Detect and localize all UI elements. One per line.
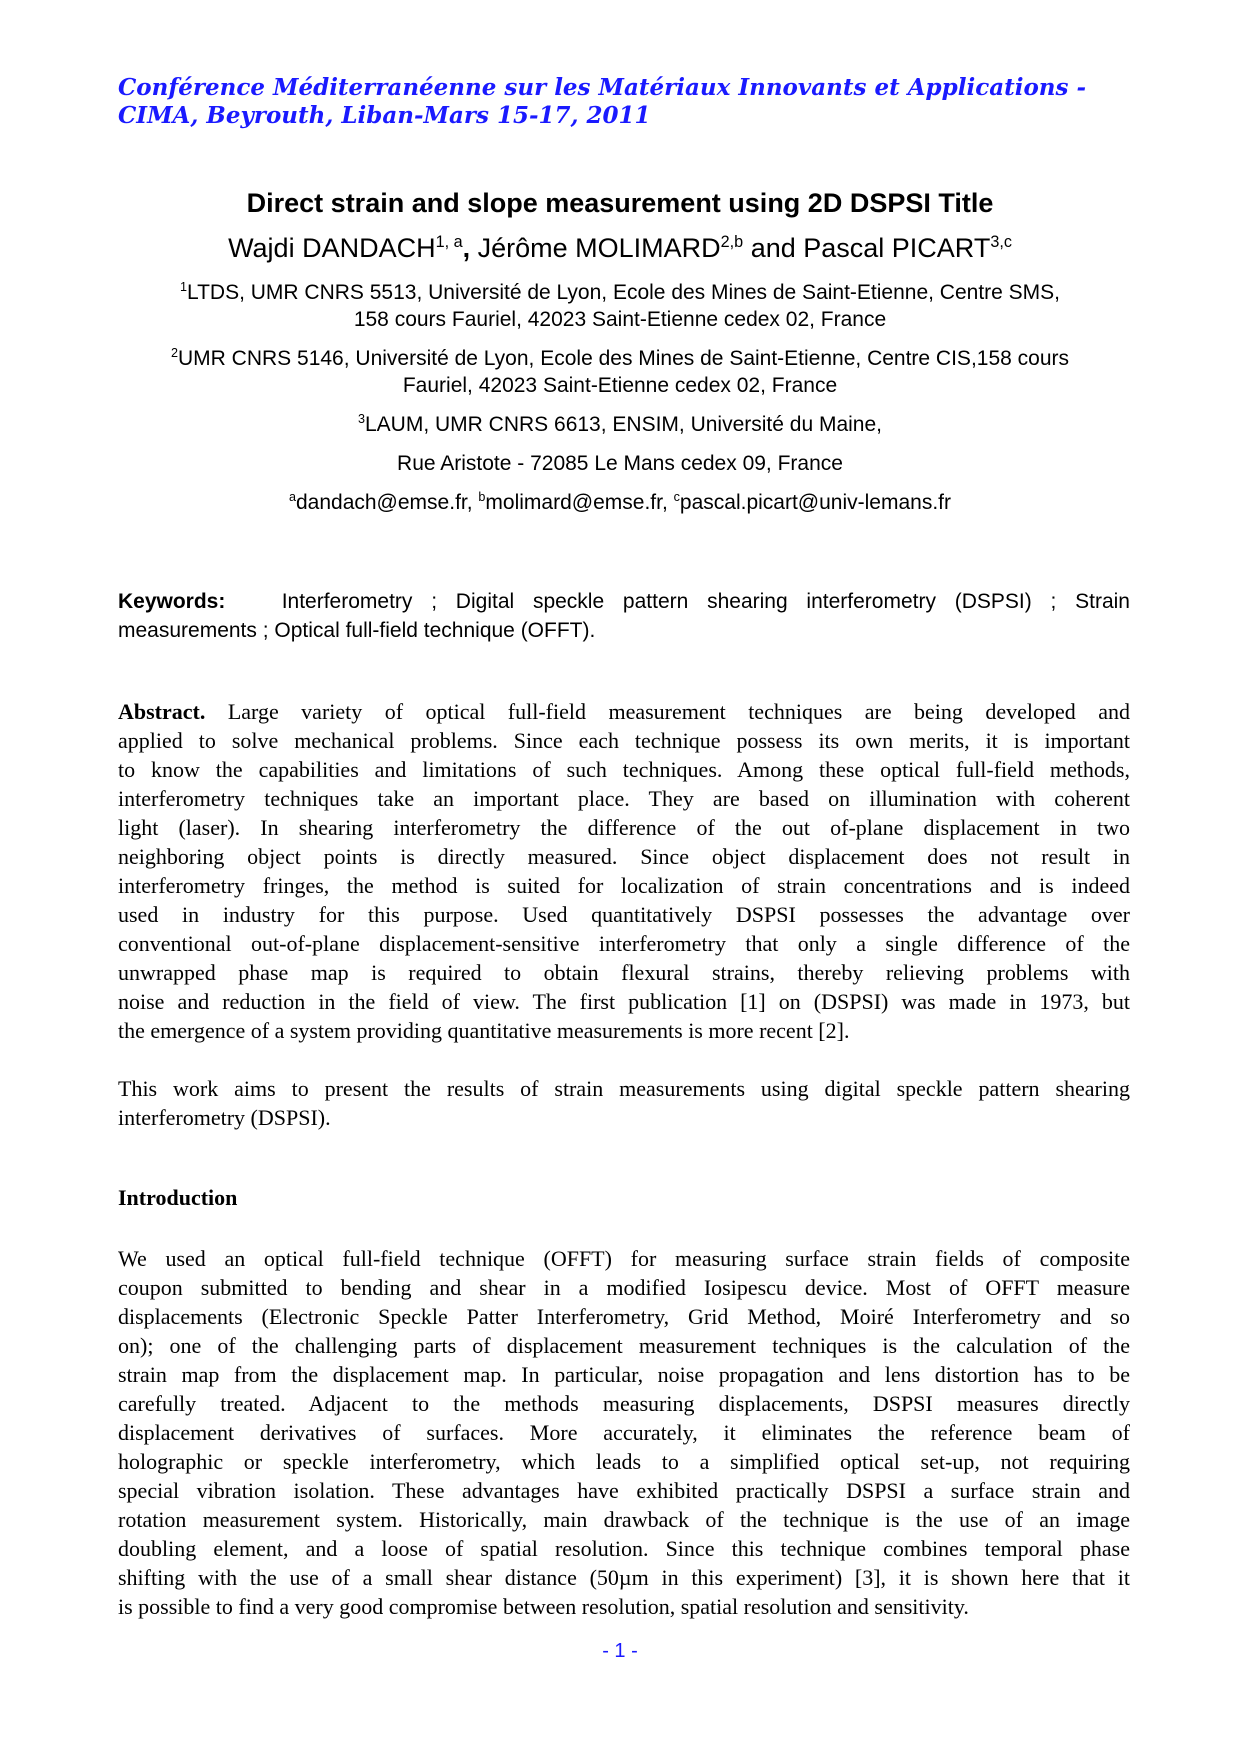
emails <box>0 491 1240 515</box>
author-sup: 3,c <box>990 233 1012 251</box>
author-name: Jérôme MOLIMARD <box>477 233 721 263</box>
text-line: to know the capabilities and limitations of such techniques. Among these optical full-field methods, <box>118 757 1130 782</box>
aff-text: LAUM, UMR CNRS 6613, ENSIM, Université du Maine, <box>365 413 882 436</box>
aff-sup: 3 <box>357 412 365 426</box>
introduction-heading: Introduction <box>118 1185 238 1210</box>
affiliation-2-line2: Fauriel, 42023 Saint-Etienne cedex 02, France <box>402 374 838 397</box>
text-line: displacement derivatives of surfaces. More accurately, it eliminates the reference beam of <box>118 1420 1130 1445</box>
keywords-line: Interferometry ; Digital speckle pattern shearing interferometry (DSPSI) ; Strain <box>281 590 1130 613</box>
conference-header-line2: CIMA, Beyrouth, Liban-Mars 15-17, 2011 <box>118 102 651 129</box>
keywords-line: measurements ; Optical full-field technique (OFFT). <box>118 619 596 642</box>
paper-title: Direct strain and slope measurement using 2D DSPSI Title <box>246 188 994 218</box>
author-name: Pascal PICART <box>803 233 991 263</box>
text-line: We used an optical full-field technique (OFFT) for measuring surface strain fields of composite <box>118 1246 1130 1271</box>
text-line: interferometry fringes, the method is suited for localization of strain concentrations and is indeed <box>118 873 1130 898</box>
affiliation-1-line1 <box>0 281 1240 305</box>
author-sup: 1, a <box>435 233 463 251</box>
aff-text: LTDS, UMR CNRS 5513, Université de Lyon, Ecole des Mines de Saint-Etienne, Centre SMS, <box>186 281 1061 304</box>
abstract-line: Large variety of optical full-field measurement techniques are being developed and <box>205 699 1130 724</box>
abstract-label: Abstract. <box>118 699 206 724</box>
page-number: - 1 - <box>602 1640 638 1662</box>
text-line: on); one of the challenging parts of displacement measurement techniques is the calculation of the <box>118 1333 1130 1358</box>
aff-text: UMR CNRS 5146, Université de Lyon, Ecole des Mines de Saint-Etienne, Centre CIS,158 cours <box>178 347 1069 370</box>
affiliation-2-line1 <box>0 347 1240 371</box>
text-line: light (laser). In shearing interferometry the difference of the out of-plane displacement in two <box>118 815 1130 840</box>
affiliation-3-line2: Rue Aristote - 72085 Le Mans cedex 09, France <box>397 452 843 475</box>
text-line: doubling element, and a loose of spatial resolution. Since this technique combines temporal phase <box>118 1536 1130 1561</box>
aff-sup: 2 <box>171 346 179 360</box>
text-line: coupon submitted to bending and shear in a modified Iosipescu device. Most of OFFT measure <box>118 1275 1130 1300</box>
text-line: shifting with the use of a small shear distance (50µm in this experiment) [3], it is shown here that it <box>118 1565 1130 1590</box>
affiliation-3-line1 <box>0 413 1240 437</box>
email-sup: b <box>478 490 486 504</box>
text-line: strain map from the displacement map. In particular, noise propagation and lens distortion has to be <box>118 1362 1130 1387</box>
author-sep: and <box>743 233 804 263</box>
text-line: displacements (Electronic Speckle Patter Interferometry, Grid Method, Moiré Interferometry and so <box>118 1304 1130 1329</box>
text-line: unwrapped phase map is required to obtain flexural strains, thereby relieving problems with <box>118 960 1130 985</box>
email[interactable]: molimard@emse.fr, <box>485 491 674 514</box>
authors <box>0 233 1240 264</box>
aim-paragraph <box>118 1074 1130 1132</box>
author-sup: 2,b <box>720 233 744 251</box>
email-sup: a <box>288 490 296 504</box>
text-line: noise and reduction in the field of view. The first publication [1] on (DSPSI) was made in 1973, but <box>118 989 1130 1014</box>
text-line: is possible to find a very good compromise between resolution, spatial resolution and sensitivity. <box>118 1594 969 1619</box>
text-line: the emergence of a system providing quantitative measurements is more recent [2]. <box>118 1018 850 1043</box>
abstract <box>118 697 1130 1045</box>
text-line: neighboring object points is directly measured. Since object displacement does not result in <box>118 844 1130 869</box>
keywords <box>118 587 1130 645</box>
text-line: special vibration isolation. These advantages have exhibited practically DSPSI a surface strain and <box>118 1478 1130 1503</box>
introduction-paragraph <box>118 1244 1130 1621</box>
text-line: conventional out-of-plane displacement-sensitive interferometry that only a single difference of the <box>118 931 1130 956</box>
author-name: Wajdi DANDACH <box>228 233 436 263</box>
text-line: rotation measurement system. Historically, main drawback of the technique is the use of an image <box>118 1507 1130 1532</box>
text-line: interferometry (DSPSI). <box>118 1105 331 1130</box>
text-line: This work aims to present the results of strain measurements using digital speckle pattern shearing <box>118 1076 1130 1101</box>
text-line: carefully treated. Adjacent to the methods measuring displacements, DSPSI measures directly <box>118 1391 1130 1416</box>
text-line: holographic or speckle interferometry, which leads to a simplified optical set-up, not requiring <box>118 1449 1130 1474</box>
email[interactable]: dandach@emse.fr, <box>295 491 479 514</box>
email[interactable]: pascal.picart@univ-lemans.fr <box>679 491 952 514</box>
text-line: interferometry techniques take an important place. They are based on illumination with coherent <box>118 786 1130 811</box>
affiliation-1-line2: 158 cours Fauriel, 42023 Saint-Etienne cedex 02, France <box>353 308 887 331</box>
author-sep: , <box>462 233 478 263</box>
aff-sup: 1 <box>179 280 187 294</box>
text-line: used in industry for this purpose. Used quantitatively DSPSI possesses the advantage over <box>118 902 1130 927</box>
text-line: applied to solve mechanical problems. Since each technique possess its own merits, it is important <box>118 728 1130 753</box>
keywords-label: Keywords: <box>118 590 226 613</box>
conference-header-line1: Conférence Méditerranéenne sur les Matériaux Innovants et Applications - <box>118 74 1087 101</box>
email-sup: c <box>673 490 680 504</box>
